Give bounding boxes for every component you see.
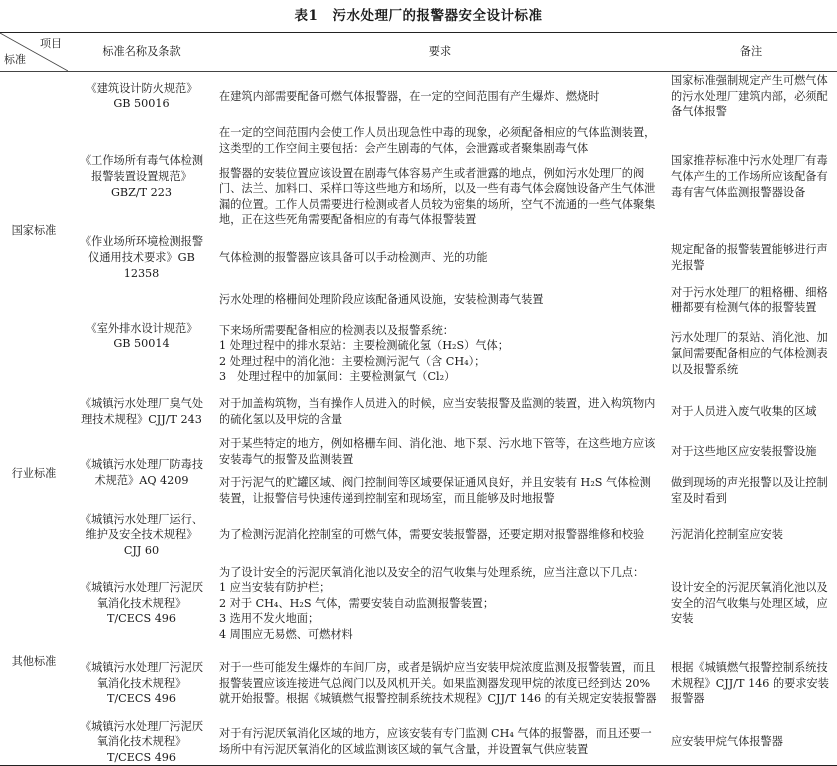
std-name: 《作业场所环境检测报警仪通用技术要求》GB 12358	[79, 235, 204, 280]
table-row	[0, 72, 837, 121]
requirement	[215, 559, 665, 649]
remark: 对于这些地区应安装报警设施	[671, 444, 817, 458]
remark: 做到现场的声光报警以及让控制室及时看到	[671, 476, 828, 505]
col-header-name: 标准名称及条款	[102, 45, 181, 59]
remark: 设计安全的污泥厌氧消化池以及安全的沼气收集与处理区域，应安装	[671, 581, 828, 626]
remark: 规定配备的报警装置能够进行声光报警	[671, 243, 828, 272]
corner-bottom-label: 标准	[4, 53, 26, 67]
req-line: 下来场所需要配备相应的检测表以及报警系统：	[219, 323, 454, 337]
table-row	[0, 390, 837, 434]
requirement: 对于有污泥厌氧消化区域的地方，应该安装有专门监测 CH₄ 气体的报警器，而且还要一场所中有污泥厌氧消化的区域监测该区域的氧气含量，并设置氧气供应装置	[219, 727, 652, 756]
req-line: 1 应当安装有防护栏；	[219, 581, 331, 595]
requirement: 对于一些可能发生爆炸的车间厂房，或者是锅炉应当安装甲烷浓度监测及报警装置，而且报警装置应该连接进气总阀门以及风机开关。如果监测器发现甲烷的浓度已经到达 20% 就开始报警。根据《城镇燃气报警控制系统技术规程》CJJ/T 146 的有关规定安装报警器	[219, 661, 657, 706]
requirement: 为了检测污泥消化控制室的可燃气体，需要安装报警器，还要定期对报警器维修和校验	[219, 528, 645, 542]
remark: 污水处理厂的泵站、消化池、加氯间需要配备相应的气体检测表以及报警系统	[671, 331, 828, 376]
req-line: 3 选用不发火地面；	[219, 612, 320, 626]
requirement: 对于某些特定的地方，例如格栅车间、消化池、地下泵、污水地下管等，在这些地方应该安装毒气的报警及监测装置	[219, 437, 656, 466]
table-row	[0, 512, 837, 559]
category-national: 国家标准	[11, 224, 57, 238]
table-row	[0, 233, 837, 283]
std-name: 《城镇污水处理厂防毒技术规范》AQ 4209	[79, 458, 204, 487]
remark: 国家推荐标准中污水处理厂有毒气体产生的工作场所应该配备有毒有害气体监测报警器设备	[671, 154, 828, 199]
requirement: 在一定的空间范围内会使工作人员出现急性中毒的现象，必须配备相应的气体监测装置，这类型的工作空间主要包括：会产生剧毒的气体，会泄露或者聚集剧毒气体	[219, 126, 656, 155]
std-name: 《城镇污水处理厂臭气处理技术规程》CJJ/T 243	[79, 397, 204, 426]
std-name: 《城镇污水处理厂污泥厌氧消化技术规程》T/CECS 496	[79, 661, 204, 706]
table-row	[0, 649, 837, 719]
remark: 根据《城镇燃气报警控制系统技术规程》CJJ/T 146 的要求安装报警器	[671, 661, 829, 706]
remark: 污泥消化控制室应安装	[671, 528, 783, 542]
req-line: 4 周围应无易燃、可燃材料	[219, 627, 353, 641]
header-row	[0, 33, 837, 72]
requirement: 气体检测的报警器应该具备可以手动检测声、光的功能	[219, 250, 488, 264]
table-row	[0, 121, 837, 161]
col-header-note: 备注	[739, 45, 763, 59]
table-row	[0, 283, 837, 318]
standards-table	[0, 32, 837, 766]
req-line: 为了设计安全的污泥厌氧消化池以及安全的沼气收集与处理系统，应当注意以下几点：	[219, 565, 645, 579]
requirement: 对于污泥气的贮罐区域、阀门控制间等区域要保证通风良好，并且安装有 H₂S 气体检测装置，让报警信号快速传递到控制室和现场室，而且能够及时地报警	[219, 476, 651, 505]
corner-top-label: 项目	[40, 37, 62, 50]
table-row	[0, 559, 837, 649]
corner-header	[0, 33, 68, 72]
req-line: 1 处理过程中的排水泵站：主要检测硫化氢（H₂S）气体；	[219, 339, 509, 353]
table-title-text: 污水处理厂的报警器安全设计标准	[332, 8, 543, 24]
category-industry: 行业标准	[11, 467, 57, 481]
remark: 国家标准强制规定产生可燃气体的污水处理厂建筑内部，必须配备气体报警	[671, 74, 828, 119]
std-name: 《城镇污水处理厂运行、维护及安全技术规程》CJJ 60	[79, 512, 204, 557]
remark: 应安装甲烷气体报警器	[671, 735, 783, 749]
col-header-req: 要求	[428, 45, 452, 59]
remark: 对于人员进入废气收集的区域	[671, 404, 817, 418]
req-line: 2 处理过程中的消化池：主要检测污泥气（含 CH₄）；	[219, 354, 486, 368]
std-name: 《工作场所有毒气体检测报警装置设置规范》GBZ/T 223	[79, 154, 204, 199]
std-name: 《城镇污水处理厂污泥厌氧消化技术规程》T/CECS 496	[79, 581, 204, 626]
table-title	[0, 4, 837, 24]
category-other: 其他标准	[11, 655, 57, 669]
requirement	[215, 318, 665, 390]
std-name: 《建筑设计防火规范》GB 50016	[85, 81, 198, 111]
req-line: 2 对于 CH₄、H₂S 气体，需要安装自动监测报警装置；	[219, 596, 495, 610]
requirement: 报警器的安装位置应该设置在剧毒气体容易产生或者泄露的地点，例如污水处理厂的阀门、法兰、加料口、采样口等这些地方和场所，以及一些有毒气体会腐蚀设备产生气体泄漏的位置。工作人员需要进行检测或者人员较为密集的场所，空气不流通的一些气体聚集地，正在这些死角需要配备相应的有毒气体报警装置	[219, 166, 656, 227]
remark: 对于污水处理厂的粗格栅、细格栅都要有检测气体的报警装置	[671, 285, 828, 315]
table-number: 表1	[294, 8, 319, 24]
std-name: 《室外排水设计规范》GB 50014	[85, 321, 198, 351]
std-name: 《城镇污水处理厂污泥厌氧消化技术规程》T/CECS 496	[79, 719, 204, 764]
requirement: 污水处理的格栅间处理阶段应该配备通风设施，安装检测毒气装置	[219, 293, 544, 307]
requirement: 对于加盖构筑物，当有操作人员进入的时候，应当安装报警及监测的装置，进入构筑物内的硫化氢以及甲烷的含量	[219, 397, 656, 426]
requirement: 在建筑内部需要配备可燃气体报警器，在一定的空间范围有产生爆炸、燃烧时	[219, 89, 600, 103]
req-line: 3 处理过程中的加氯间：主要检测氯气（Cl₂）	[219, 370, 456, 384]
table-row	[0, 434, 837, 470]
